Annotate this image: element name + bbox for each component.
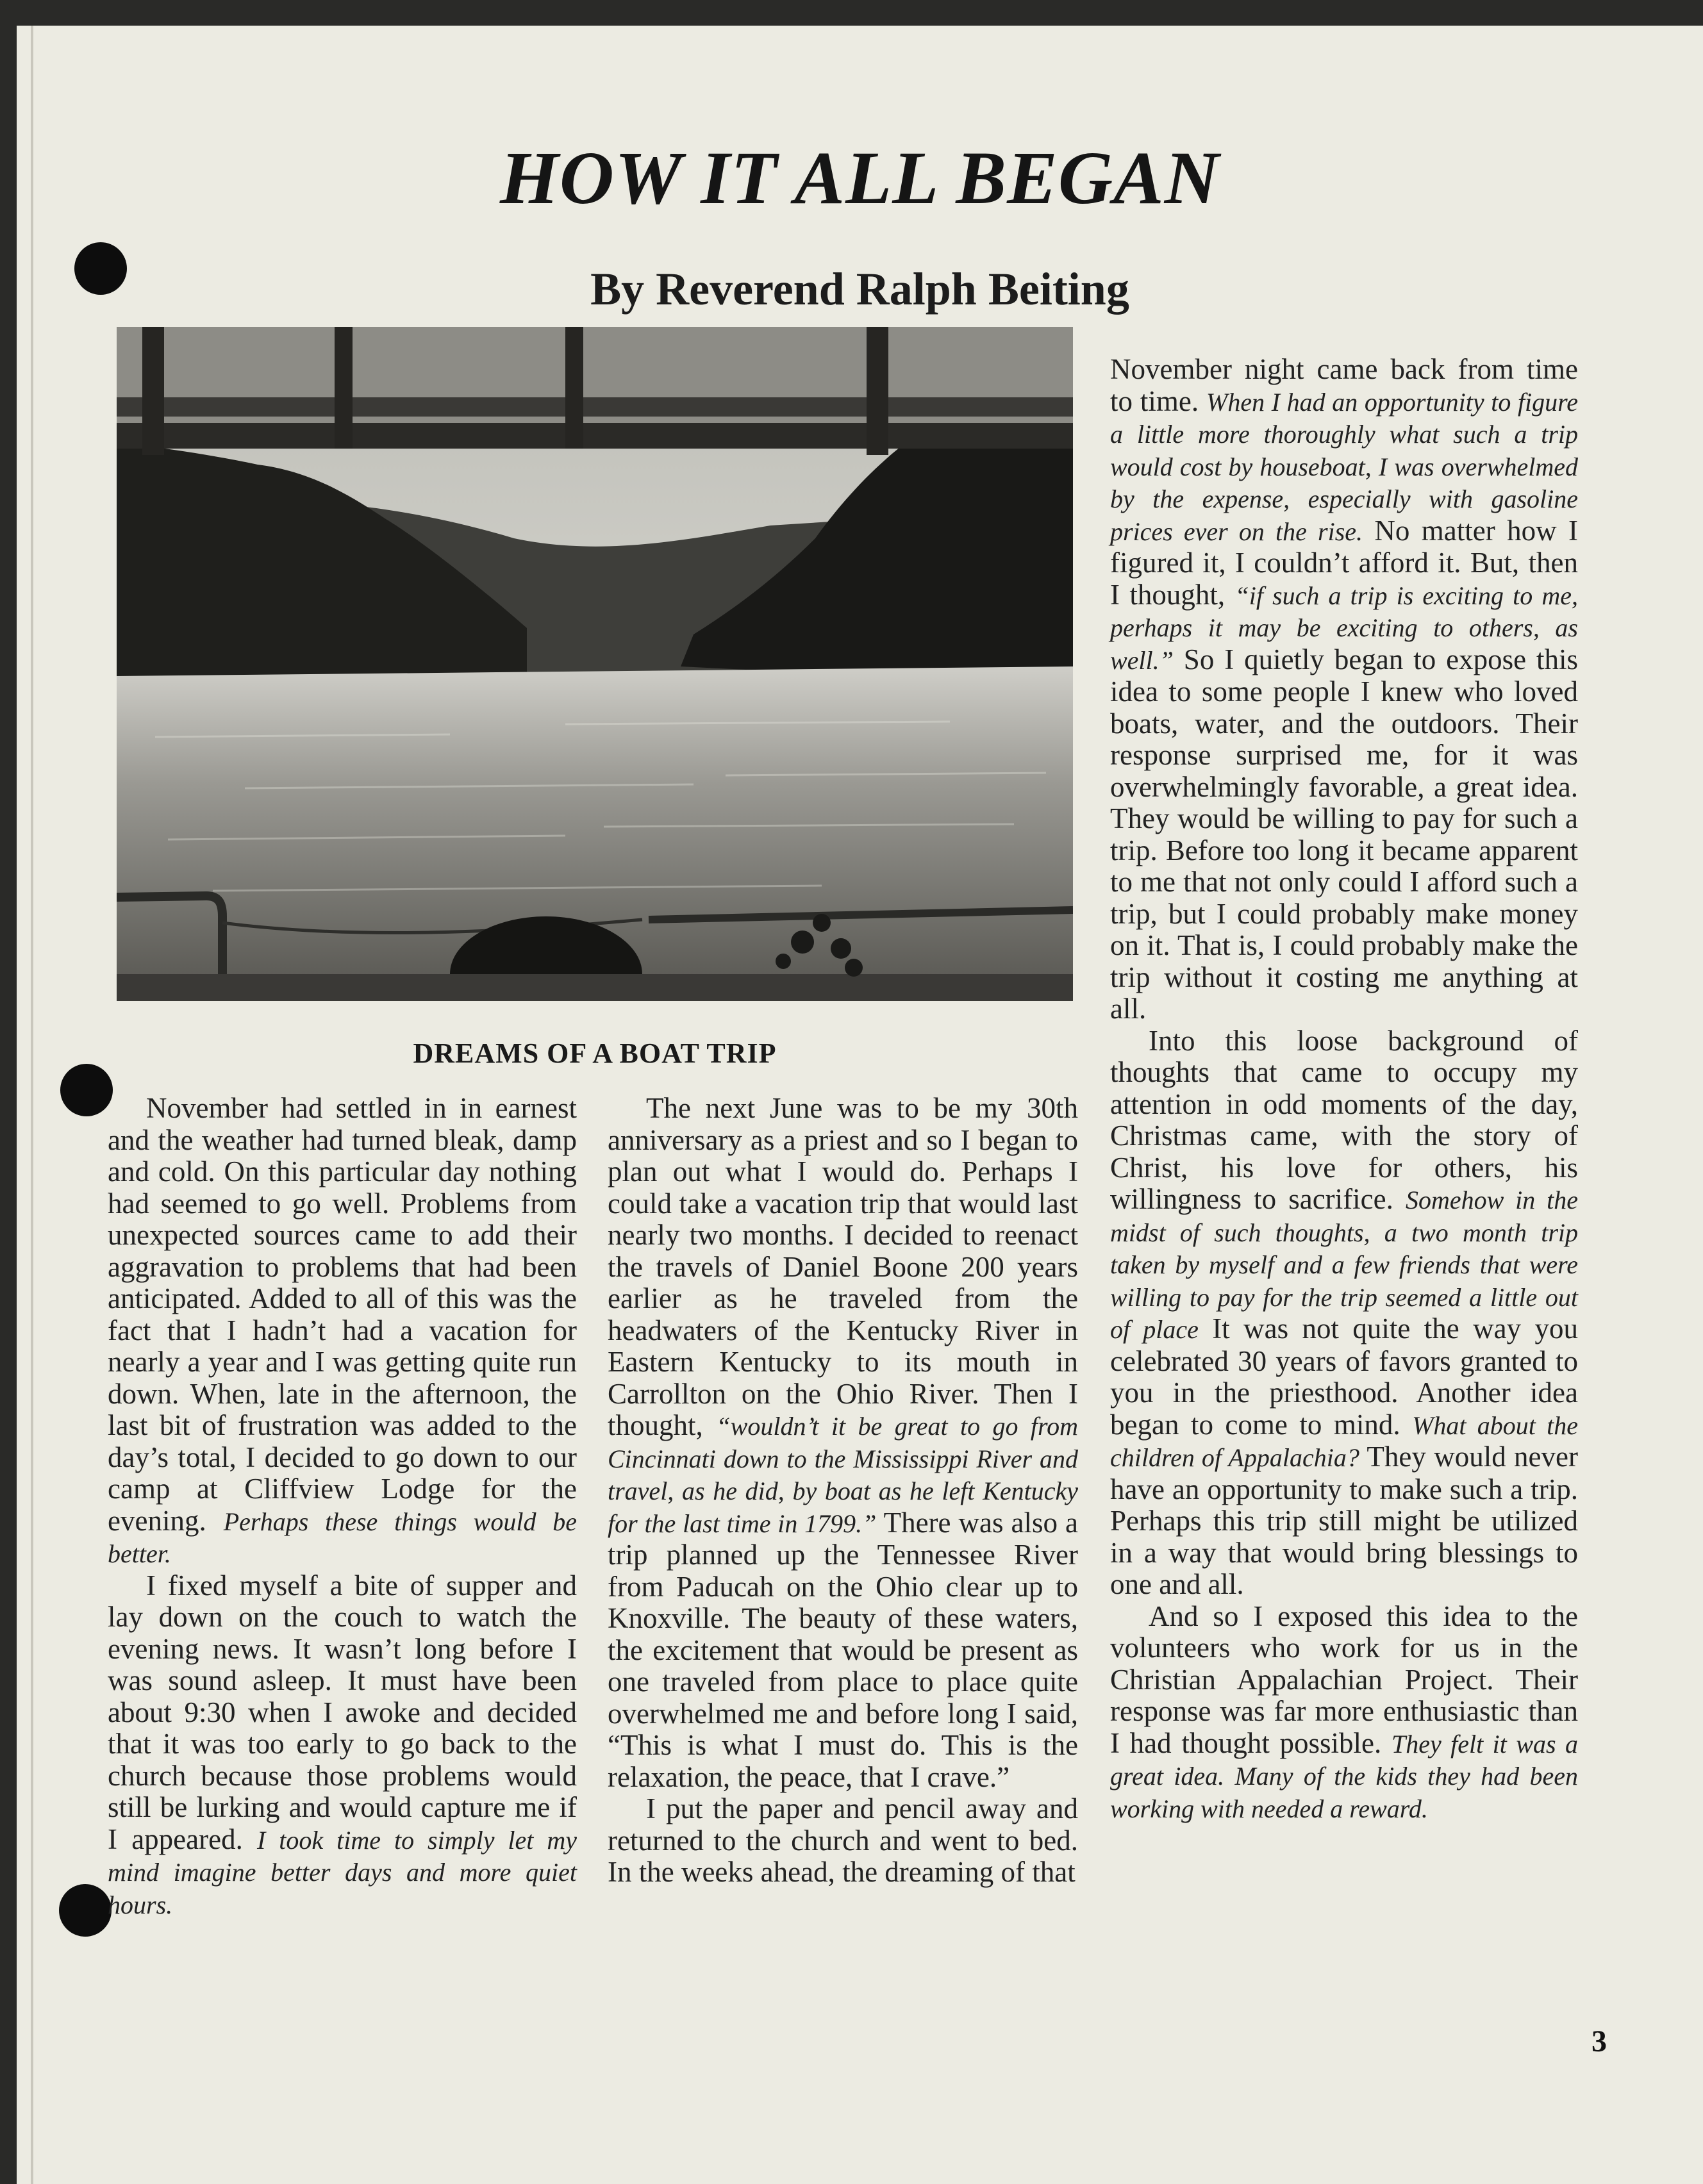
magazine-page <box>17 26 1703 2184</box>
article-byline: By Reverend Ralph Beiting <box>590 263 1129 315</box>
paragraph: I put the paper and pencil away and returned to the church and went to bed. In the weeks ahead, the dreaming of that <box>608 1792 1078 1888</box>
paragraph: I fixed myself a bite of supper and lay down on the couch to watch the evening news. It wasn’t long before I was sound asleep. It must have been about 9:30 when I awoke and decided that it was too early to go back to the church because those problems would still be lurking and would capture me if I appeared. I took time to simply let my mind imagine better days and more quiet hours. <box>108 1569 577 1919</box>
page-number: 3 <box>1591 2024 1607 2058</box>
paragraph: And so I exposed this idea to the volunteers who work for us in the Christian Appalachian Project. Their response was far more enthusiastic than I had thought possible. They felt it was a great idea. Many of the kids they had been working with needed a reward. <box>1110 1600 1578 1823</box>
paragraph: The next June was to be my 30th anniversary as a priest and so I began to plan out what I would do. Perhaps I could take a vacation trip that would last nearly two months. I decided to reenact the travels of Daniel Boone 200 years earlier as he traveled from the headwaters of the Kentucky River in Eastern Kentucky to its mouth in Carrollton on the Ohio River. Then I thought, “wouldn’t it be great to go from Cincinnati down to the Mississippi River and travel, as he did, by boat as he left Kentucky for the last time in 1799.” There was also a trip planned up the Tennessee River from Paducah on the Ohio clear up to Knoxville. The beauty of these waters, the excitement that would be present as one traveled from place to place quite overwhelmed me and before long I said, “This is what I must do. This is the relaxation, the peace, that I crave.” <box>608 1092 1078 1793</box>
paragraph: Into this loose background of thoughts that came to occupy my attention in odd moments of the day, Christmas came, with the story of Christ, his love for others, his willingness to sacrifice. Somehow in the midst of such thoughts, a two month trip taken by myself and a few friends that were willing to pay for the trip seemed a little out of place It was not quite the way you celebrated 30 years of favors granted to you in the priesthood. Another idea began to come to mind. What about the children of Appalachia? They would never have an opportunity to make such a trip. Perhaps this trip still might be utilized in a way that would bring blessings to one and all. <box>1110 1024 1579 1600</box>
article-column-3 <box>1110 354 1578 1824</box>
article-column-1 <box>108 1093 577 1921</box>
binding-edge <box>31 26 33 2184</box>
punch-hole-middle <box>60 1064 113 1116</box>
article-column-2 <box>608 1093 1078 1889</box>
photo-illustration <box>117 327 1073 1001</box>
article-title: HOW IT ALL BEGAN <box>500 136 1220 220</box>
paragraph: November had settled in in earnest and the weather had turned bleak, damp and cold. On this particular day nothing had seemed to go well. Problems from unexpected sources came to add their aggravation to problems that had been anticipated. Added to all of this was the fact that I hadn’t had a vacation for nearly a year and I was getting quite run down. When, late in the afternoon, the last bit of frustration was added to the day’s total, I decided to go down to our camp at Cliffview Lodge for the evening. Perhaps these things would be better. <box>108 1092 577 1568</box>
river-boat-photo <box>117 327 1073 1001</box>
photo-caption: DREAMS OF A BOAT TRIP <box>413 1038 777 1069</box>
punch-hole-bottom <box>59 1884 112 1937</box>
paragraph: November night came back from time to time. When I had an opportunity to figure a little more thoroughly what such a trip would cost by houseboat, I was overwhelmed by the expense, especially with gasoline prices ever on the rise. No matter how I figured it, I couldn’t afford it. But, then I thought, “if such a trip is exciting to me, perhaps it may be exciting to others, as well.” So I quietly began to expose this idea to some people I knew who loved boats, water, and the outdoors. Their response surprised me, for it was overwhelmingly favorable, a great idea. They would be willing to pay for such a trip. Before too long it became apparent to me that not only could I afford such a trip, but I could probably make money on it. That is, I could probably make the trip without it costing me anything at all. <box>1110 353 1579 1025</box>
